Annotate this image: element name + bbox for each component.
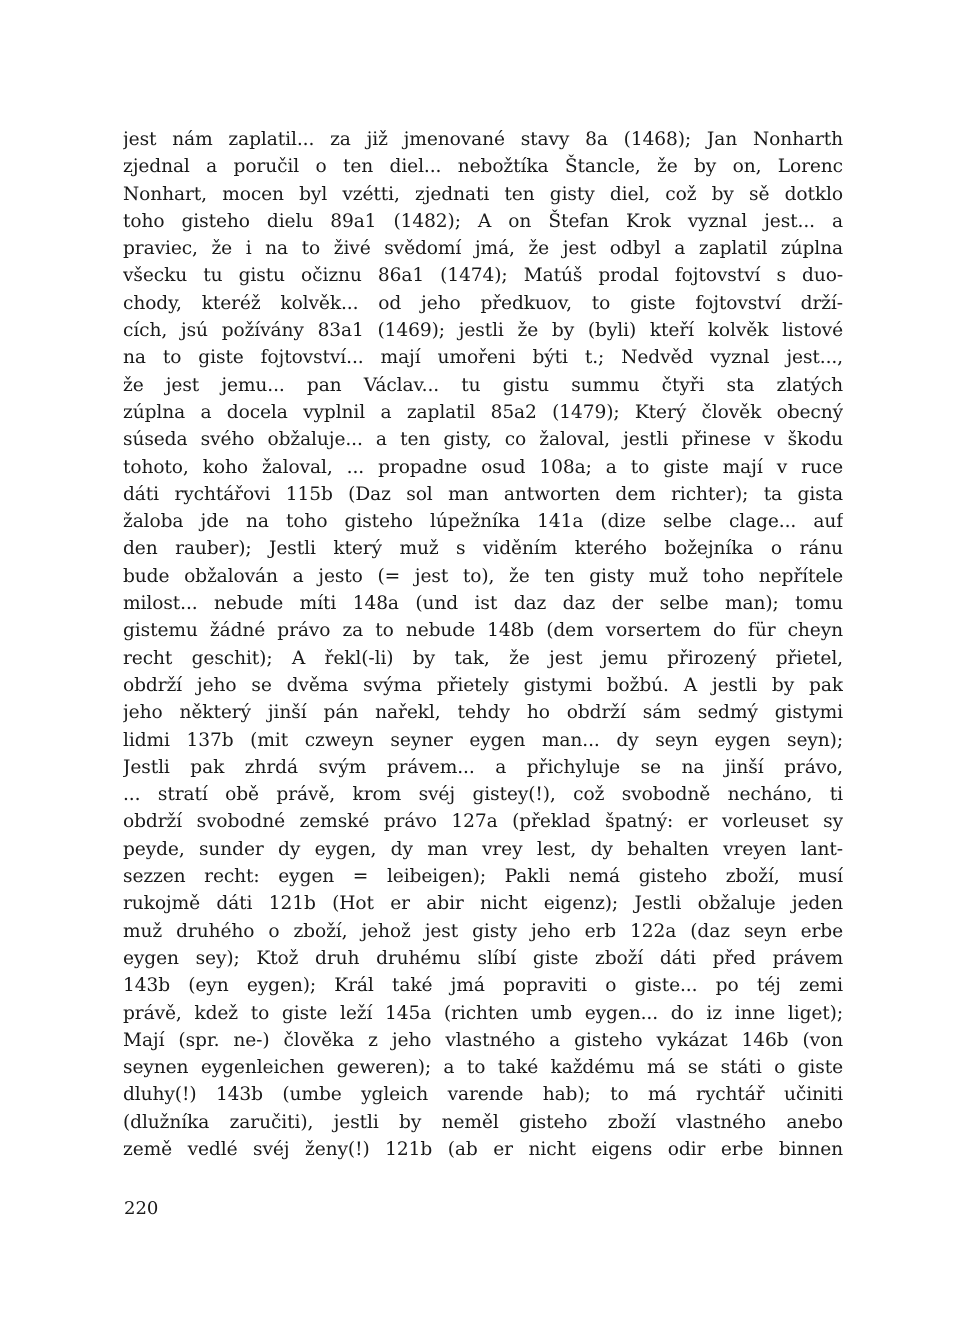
text-line: obdrží jeho se dvěma svýma přietely gistymi božbú. A jestli by pak bbox=[123, 674, 843, 696]
text-line: bude obžalován a jesto (= jest to), že ten gisty muž toho nepřítele bbox=[123, 565, 843, 587]
body-text bbox=[123, 126, 843, 1163]
text-line: tohoto, koho žaloval, ... propadne osud 108a; a to giste mají v ruce bbox=[123, 456, 843, 478]
text-line: eygen sey); Ktož druh druhému slíbí giste zboží dáti před právem bbox=[123, 947, 843, 969]
page-number: 220 bbox=[124, 1198, 159, 1219]
text-line: Mají (spr. ne-) člověka z jeho vlastného a gisteho vykázat 146b (von bbox=[123, 1029, 843, 1051]
text-line: jest nám zaplatil... za již jmenované stavy 8a (1468); Jan Nonharth bbox=[123, 129, 843, 150]
text-line: den rauber); Jestli který muž s viděním kterého božejníka o ránu bbox=[123, 538, 843, 560]
text-line: žaloba jde na toho gisteho lúpežníka 141a (dize selbe clage... auf bbox=[123, 511, 843, 533]
text-line: na to giste fojtovství... mají umořeni býti t.; Nedvěd vyznal jest..., bbox=[123, 347, 843, 369]
text-line: toho gisteho dielu 89a1 (1482); A on Štefan Krok vyznal jest... a bbox=[123, 210, 843, 232]
text-line: zjednal a poručil o ten diel... nebožtíka Štancle, že by on, Lorenc bbox=[123, 156, 843, 178]
text-line: cích, jsú požívány 83a1 (1469); jestli že by (byli) kteří kolvěk listové bbox=[123, 320, 843, 342]
text-line: 143b (eyn eygen); Král také jmá popraviti o giste... po téj zemi bbox=[123, 975, 843, 997]
text-line: že jest jemu... pan Václav... tu gistu summu čtyři sta zlatých bbox=[123, 374, 843, 396]
text-line: (dlužníka zaručiti), jestli by neměl gisteho zboží vlastného anebo bbox=[123, 1111, 843, 1133]
text-line: rukojmě dáti 121b (Hot er abir nicht eigenz); Jestli obžaluje jeden bbox=[123, 893, 843, 915]
text-line: všecku tu gistu očiznu 86a1 (1474); Matúš prodal fojtovství s duo- bbox=[123, 265, 843, 287]
text-line: dluhy(!) 143b (umbe ygleich varende hab); to má rychtář učiniti bbox=[123, 1084, 843, 1106]
text-line: země vedlé svéj ženy(!) 121b (ab er nicht eigens odir erbe binnen bbox=[123, 1138, 843, 1160]
text-line: seynen eygenleichen geweren); a to také každému má se státi o giste bbox=[123, 1057, 843, 1079]
text-line: muž druhého o zboží, jehož jest gisty jeho erb 122a (daz seyn erbe bbox=[123, 920, 843, 942]
text-line: recht geschit); A řekl(-li) by tak, že jest jemu přirozený přietel, bbox=[123, 647, 843, 669]
text-line: peyde, sunder dy eygen, dy man vrey lest, dy behalten vreyen lant- bbox=[123, 838, 843, 860]
text-line: Nonhart, mocen byl vzétti, zjednati ten gisty diel, což by sě dotklo bbox=[123, 183, 843, 205]
text-line: Jestli pak zhrdá svým právem... a přichyluje se na jinší právo, bbox=[123, 756, 843, 778]
text-line: praviec, že i na to živé svědomí jmá, že jest odbyl a zaplatil zúplna bbox=[123, 238, 843, 260]
text-line: chody, kteréž kolvěk... od jeho předkuov, to giste fojtovství drží- bbox=[123, 292, 843, 314]
text-line: zúplna a docela vyplnil a zaplatil 85a2 (1479); Který člověk obecný bbox=[123, 401, 843, 423]
text-line: právě, kdež to giste leží 145a (richten umb eygen... do iz inne liget); bbox=[123, 1002, 843, 1024]
text-line: súseda svého obžaluje... a ten gisty, co žaloval, jestli přinese v škodu bbox=[123, 429, 843, 451]
text-line: gistemu žádné právo za to nebude 148b (dem vorsertem do für cheyn bbox=[123, 620, 843, 642]
text-line: dáti rychtářovi 115b (Daz sol man antworten dem richter); ta gista bbox=[123, 483, 843, 505]
text-line: jeho některý jinší pán nařekl, tehdy ho obdrží sám sedmý gistymi bbox=[123, 702, 843, 724]
text-line: obdrží svobodné zemské právo 127a (překlad špatný: er vorleuset sy bbox=[123, 811, 843, 833]
text-line: lidmi 137b (mit czweyn seyner eygen man... dy seyn eygen seyn); bbox=[123, 729, 843, 751]
text-line: ... stratí obě právě, krom svéj gistey(!), což svobodně necháno, ti bbox=[123, 784, 843, 806]
text-line: milost... nebude míti 148a (und ist daz daz der selbe man); tomu bbox=[123, 593, 843, 615]
text-line: sezzen recht: eygen = leibeigen); Pakli nemá gisteho zboží, musí bbox=[123, 866, 843, 888]
